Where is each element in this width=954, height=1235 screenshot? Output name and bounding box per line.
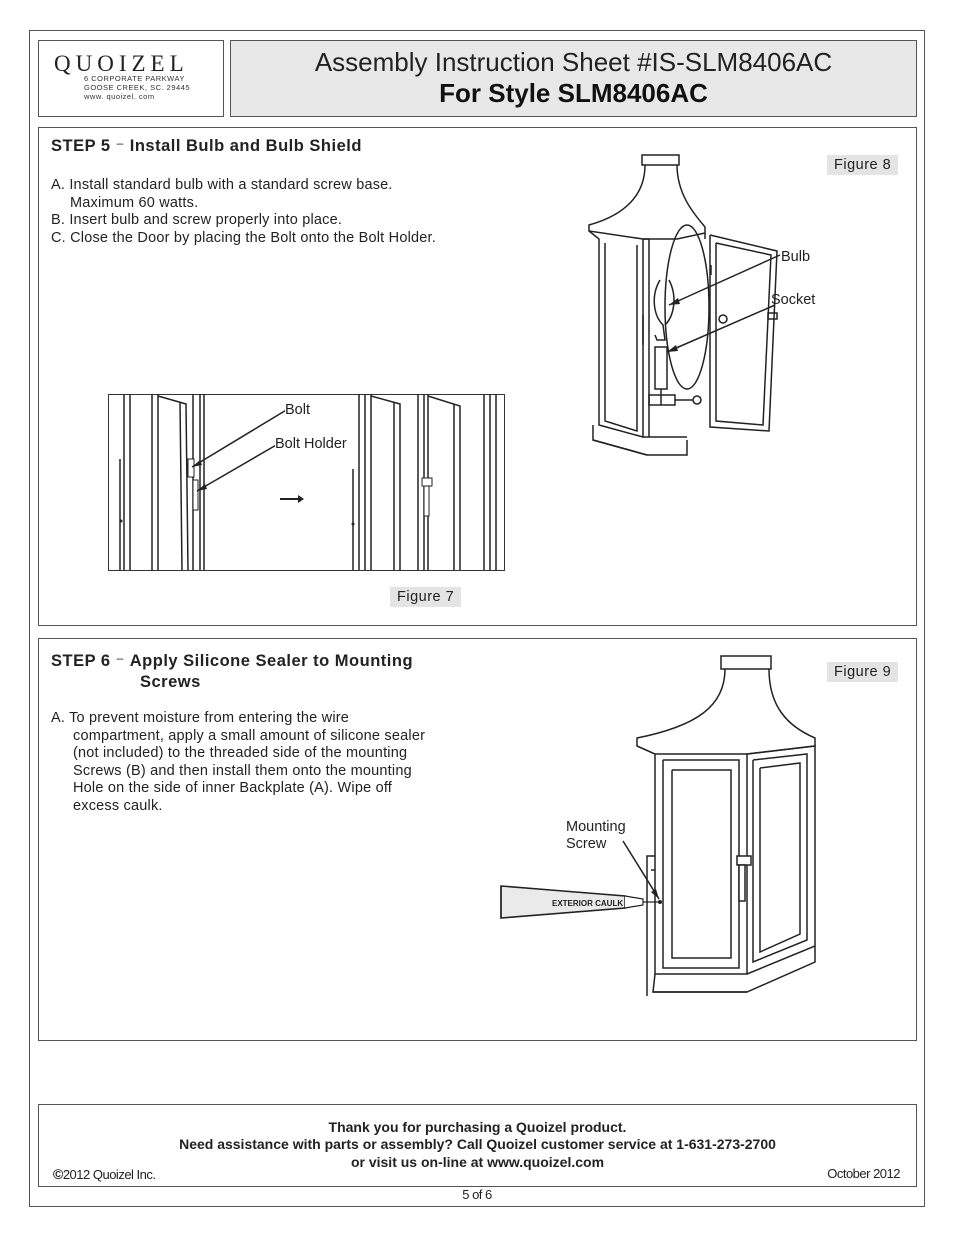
callout-bolt: Bolt bbox=[285, 402, 310, 418]
figure7-door-diagram bbox=[108, 394, 505, 572]
figure9-label: Figure 9 bbox=[827, 662, 898, 682]
step6-instructions: A. To prevent moisture from entering the wire compartment, apply a small amount of silicone sealer (not included) to the threaded side of the mounting Screws (B) and then install them onto the mounting Hole on the side of inner Backplate (A). Wipe off excess caulk. bbox=[51, 710, 426, 814]
figure7-label: Figure 7 bbox=[390, 587, 461, 607]
footer-assistance: Need assistance with parts or assembly? Call Quoizel customer service at 1-631-273-2700 bbox=[179, 1136, 776, 1152]
brand-logo: QUOIZEL bbox=[54, 51, 189, 76]
copyright: ©2012 Quoizel Inc. bbox=[53, 1166, 156, 1182]
step5-instructions: A. Install standard bulb with a standard screw base. Maximum 60 watts. B. Insert bulb and screw properly into place. C. Close the Door by placing the Bolt onto the Bolt Holder. bbox=[51, 177, 436, 246]
page-number: 5 of 6 bbox=[462, 1187, 492, 1202]
footer-thanks: Thank you for purchasing a Quoizel product. bbox=[328, 1119, 627, 1135]
company-address: 6 CORPORATE PARKWAY GOOSE CREEK, SC. 29445 www. quoizel. com bbox=[84, 74, 191, 101]
callout-bulb: Bulb bbox=[781, 249, 811, 265]
style-title: For Style SLM8406AC bbox=[439, 78, 708, 108]
step5-heading: STEP 5 – Install Bulb and Bulb Shield bbox=[51, 136, 362, 155]
publish-date: October 2012 bbox=[827, 1166, 900, 1181]
document-title: Assembly Instruction Sheet #IS-SLM8406AC bbox=[314, 47, 833, 77]
step6-heading: STEP 6 – Apply Silicone Sealer to Mounting Screws bbox=[51, 651, 414, 691]
callout-mounting-screw: Mounting Screw bbox=[566, 819, 626, 852]
figure8-fixture-diagram bbox=[585, 155, 785, 460]
footer-box bbox=[38, 1104, 917, 1187]
footer-online: or visit us on-line at www.quoizel.com bbox=[350, 1154, 605, 1170]
logo-box bbox=[38, 40, 224, 117]
caulk-tube-label: EXTERIOR CAULK bbox=[552, 899, 624, 908]
figure8-label: Figure 8 bbox=[827, 155, 898, 175]
callout-socket: Socket bbox=[771, 292, 816, 308]
figure9-fixture-diagram bbox=[497, 656, 827, 1012]
title-box bbox=[230, 40, 917, 117]
callout-bolt-holder: Bolt Holder bbox=[275, 436, 347, 452]
